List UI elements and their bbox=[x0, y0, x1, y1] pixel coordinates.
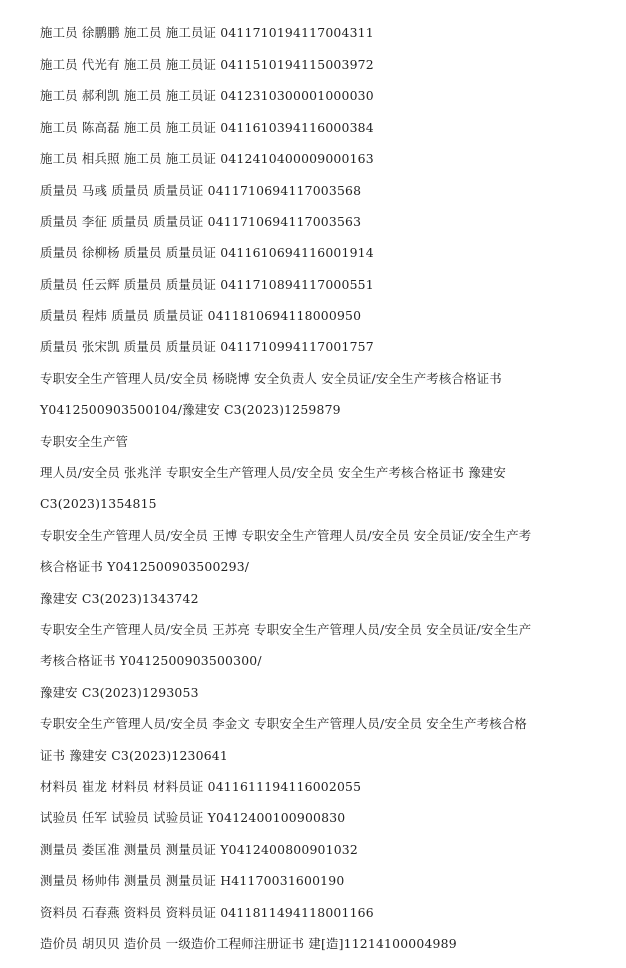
text-line: 施工员 陈高磊 施工员 施工员证 0411610394116000384 bbox=[40, 120, 374, 135]
text-line: 证书 豫建安 C3(2023)1230641 bbox=[40, 748, 228, 763]
text-line: 质量员 张宋凯 质量员 质量员证 0411710994117001757 bbox=[40, 339, 374, 354]
text-line: 质量员 马彧 质量员 质量员证 0411710694117003568 bbox=[40, 183, 362, 198]
text-line: 施工员 相兵照 施工员 施工员证 0412410400009000163 bbox=[40, 151, 374, 166]
text-line: 豫建安 C3(2023)1293053 bbox=[40, 685, 199, 700]
text-line: C3(2023)1354815 bbox=[40, 496, 157, 511]
text-line: 测量员 娄匡准 测量员 测量员证 Y0412400800901032 bbox=[40, 842, 358, 857]
text-line: 专职安全生产管理人员/安全员 王博 专职安全生产管理人员/安全员 安全员证/安全生产考 bbox=[40, 528, 532, 543]
text-line: 测量员 杨帅伟 测量员 测量员证 H41170031600190 bbox=[40, 873, 345, 888]
text-line: 材料员 崔龙 材料员 材料员证 0411611194116002055 bbox=[40, 779, 362, 794]
text-line: 资料员 石春燕 资料员 资料员证 0411811494118001166 bbox=[40, 905, 374, 920]
text-line: 理人员/安全员 张兆洋 专职安全生产管理人员/安全员 安全生产考核合格证书 豫建安 bbox=[40, 465, 506, 480]
text-line: 专职安全生产管理人员/安全员 王苏亮 专职安全生产管理人员/安全员 安全员证/安全生产 bbox=[40, 622, 532, 637]
text-line: Y0412500903500104/豫建安 C3(2023)1259879 bbox=[40, 402, 341, 417]
text-line: 核合格证书 Y0412500903500293/ bbox=[40, 559, 250, 574]
text-line: 施工员 郝利凯 施工员 施工员证 0412310300001000030 bbox=[40, 88, 374, 103]
text-line: 试验员 任军 试验员 试验员证 Y0412400100900830 bbox=[40, 810, 346, 825]
text-line: 质量员 任云辉 质量员 质量员证 0411710894117000551 bbox=[40, 277, 374, 292]
text-line: 专职安全生产管 bbox=[40, 434, 129, 449]
text-line: 质量员 李征 质量员 质量员证 0411710694117003563 bbox=[40, 214, 362, 229]
text-line: 施工员 代光有 施工员 施工员证 0411510194115003972 bbox=[40, 57, 374, 72]
text-line: 施工员 徐鹏鹏 施工员 施工员证 0411710194117004311 bbox=[40, 25, 374, 40]
text-line: 造价员 胡贝贝 造价员 一级造价工程师注册证书 建[造]11214100004989 bbox=[40, 936, 457, 951]
text-line: 豫建安 C3(2023)1343742 bbox=[40, 591, 199, 606]
text-line: 专职安全生产管理人员/安全员 李金文 专职安全生产管理人员/安全员 安全生产考核合格 bbox=[40, 716, 528, 731]
text-line: 考核合格证书 Y0412500903500300/ bbox=[40, 653, 262, 668]
text-line: 质量员 徐柳杨 质量员 质量员证 0411610694116001914 bbox=[40, 245, 374, 260]
text-line: 质量员 程炜 质量员 质量员证 0411810694118000950 bbox=[40, 308, 362, 323]
text-line: 专职安全生产管理人员/安全员 杨晓博 安全负责人 安全员证/安全生产考核合格证书 bbox=[40, 371, 502, 386]
